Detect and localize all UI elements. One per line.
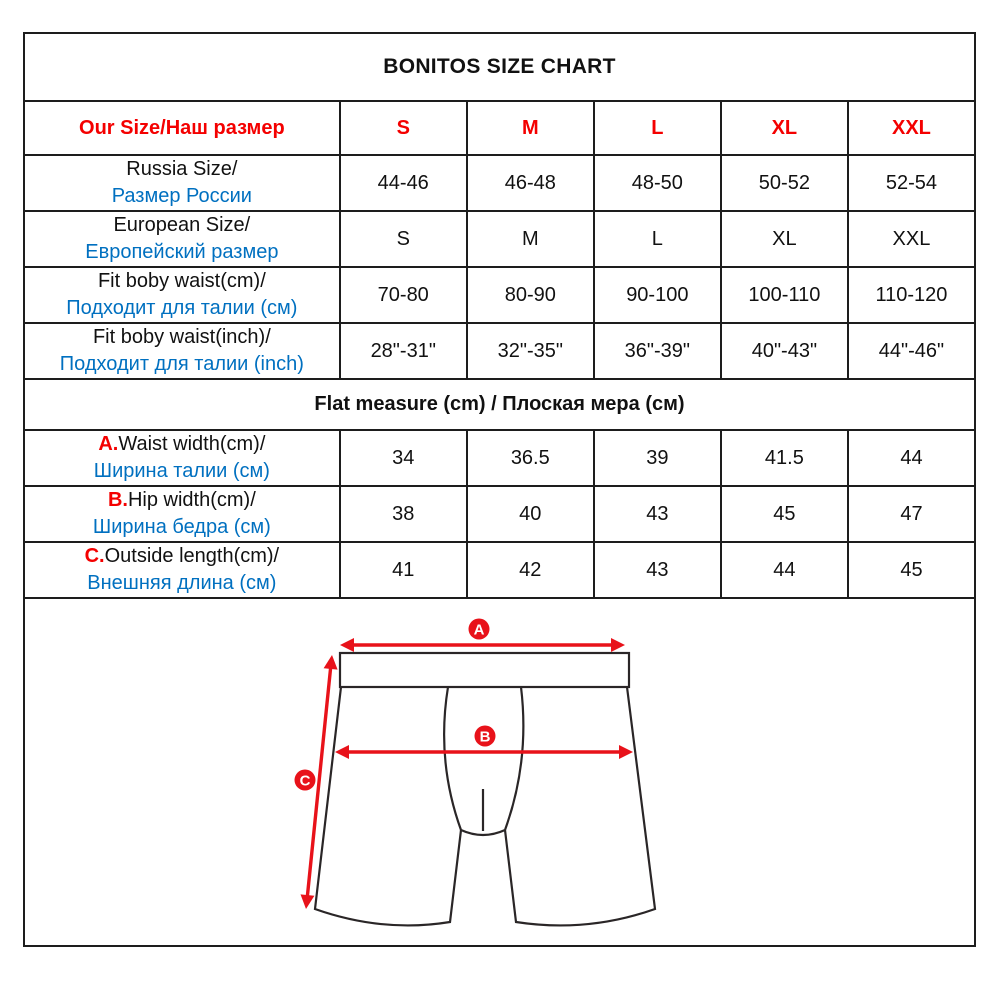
size-value-cell: 40	[467, 486, 594, 542]
size-value-cell: 70-80	[340, 267, 467, 323]
waistband	[340, 653, 629, 687]
size-value-cell: 40"-43"	[721, 323, 848, 379]
row-label	[24, 542, 340, 598]
measure-prefix-b: B.	[107, 489, 128, 511]
row-label-ru: Ширина бедра (см)	[92, 516, 271, 538]
size-value-cell: 41.5	[721, 430, 848, 486]
row-label-en: Fit boby waist(cm)/	[97, 270, 266, 292]
size-value-cell: XXL	[848, 211, 975, 267]
size-value-cell: 44"-46"	[848, 323, 975, 379]
size-value-cell: 41	[340, 542, 467, 598]
size-value-cell: 43	[594, 486, 721, 542]
arrow-a-right-head	[611, 638, 625, 652]
row-label-en	[25, 487, 339, 514]
diagram-row	[24, 598, 975, 946]
table-row-fit-waist-cm	[24, 267, 975, 323]
row-label-ru: Внешняя длина (см)	[87, 572, 277, 594]
size-column-header-s: S	[340, 101, 467, 155]
right-leg-outline	[505, 687, 655, 925]
row-label-en-text: Outside length(cm)/	[104, 545, 280, 567]
size-value-cell: 80-90	[467, 267, 594, 323]
row-label-ru: Европейский размер	[85, 241, 279, 263]
arrow-a-left-head	[340, 638, 354, 652]
size-value-cell: 46-48	[467, 155, 594, 211]
size-value-cell: 42	[467, 542, 594, 598]
size-value-cell: 28"-31"	[340, 323, 467, 379]
size-column-header-l: L	[594, 101, 721, 155]
marker-c-letter: C	[299, 772, 311, 790]
size-value-cell: L	[594, 211, 721, 267]
arrow-b-right-head	[619, 745, 633, 759]
row-label-en: Fit boby waist(inch)/	[92, 326, 271, 348]
size-value-cell: 34	[340, 430, 467, 486]
arrow-b-left-head	[335, 745, 349, 759]
marker-b-letter: B	[479, 728, 491, 746]
shorts-outline	[315, 653, 655, 925]
size-value-cell: M	[467, 211, 594, 267]
measure-arrows	[301, 638, 634, 909]
arrow-c-bottom-head	[301, 894, 315, 909]
row-label-en	[25, 431, 339, 458]
measure-prefix-a: A.	[98, 433, 119, 455]
size-value-cell: 45	[721, 486, 848, 542]
row-label	[24, 211, 340, 267]
size-value-cell: 44-46	[340, 155, 467, 211]
row-label-en: European Size/	[113, 214, 251, 236]
size-value-cell: 45	[848, 542, 975, 598]
row-label-en	[25, 543, 339, 570]
marker-a-letter: A	[473, 621, 485, 639]
size-column-header-xl: XL	[721, 101, 848, 155]
table-row-russia-size	[24, 155, 975, 211]
size-value-cell: 52-54	[848, 155, 975, 211]
size-value-cell: 36"-39"	[594, 323, 721, 379]
row-label	[24, 430, 340, 486]
row-label	[24, 486, 340, 542]
size-value-cell: 44	[721, 542, 848, 598]
shorts-diagram-cell	[24, 598, 975, 946]
row-label-en-text: Hip width(cm)/	[127, 489, 256, 511]
row-label-ru: Ширина талии (см)	[93, 460, 270, 482]
size-value-cell: 44	[848, 430, 975, 486]
size-value-cell: 90-100	[594, 267, 721, 323]
row-label	[24, 323, 340, 379]
size-value-cell: 38	[340, 486, 467, 542]
size-value-cell: S	[340, 211, 467, 267]
header-our-size: Our Size/Наш размер	[24, 101, 340, 155]
chart-title: BONITOS SIZE CHART	[24, 33, 975, 101]
row-label-ru: Подходит для талии (inch)	[59, 353, 304, 375]
row-label-en: Russia Size/	[126, 158, 238, 180]
left-leg-outline	[315, 687, 461, 925]
row-label	[24, 155, 340, 211]
size-value-cell: 50-52	[721, 155, 848, 211]
table-row-waist-width	[24, 430, 975, 486]
table-row-outside-length	[24, 542, 975, 598]
row-label-en-text: Waist width(cm)/	[118, 433, 266, 455]
size-value-cell: 39	[594, 430, 721, 486]
size-value-cell: 100-110	[721, 267, 848, 323]
table-row-hip-width	[24, 486, 975, 542]
table-row-fit-waist-inch	[24, 323, 975, 379]
arrow-c-top-head	[324, 655, 338, 670]
table-row-european-size	[24, 211, 975, 267]
size-column-header-xxl: XXL	[848, 101, 975, 155]
row-label-ru: Размер России	[111, 185, 252, 207]
size-chart-table	[23, 32, 976, 947]
size-value-cell: 36.5	[467, 430, 594, 486]
shorts-diagram	[25, 599, 974, 945]
size-value-cell: 43	[594, 542, 721, 598]
size-column-header-m: M	[467, 101, 594, 155]
size-value-cell: 48-50	[594, 155, 721, 211]
measure-prefix-c: C.	[84, 545, 105, 567]
size-value-cell: 47	[848, 486, 975, 542]
title-row	[24, 33, 975, 101]
size-value-cell: 32"-35"	[467, 323, 594, 379]
row-label	[24, 267, 340, 323]
header-row	[24, 101, 975, 155]
size-value-cell: 110-120	[848, 267, 975, 323]
row-label-ru: Подходит для талии (см)	[66, 297, 298, 319]
size-value-cell: XL	[721, 211, 848, 267]
section-header-row	[24, 379, 975, 430]
section-header: Flat measure (cm) / Плоская мера (см)	[24, 379, 975, 430]
